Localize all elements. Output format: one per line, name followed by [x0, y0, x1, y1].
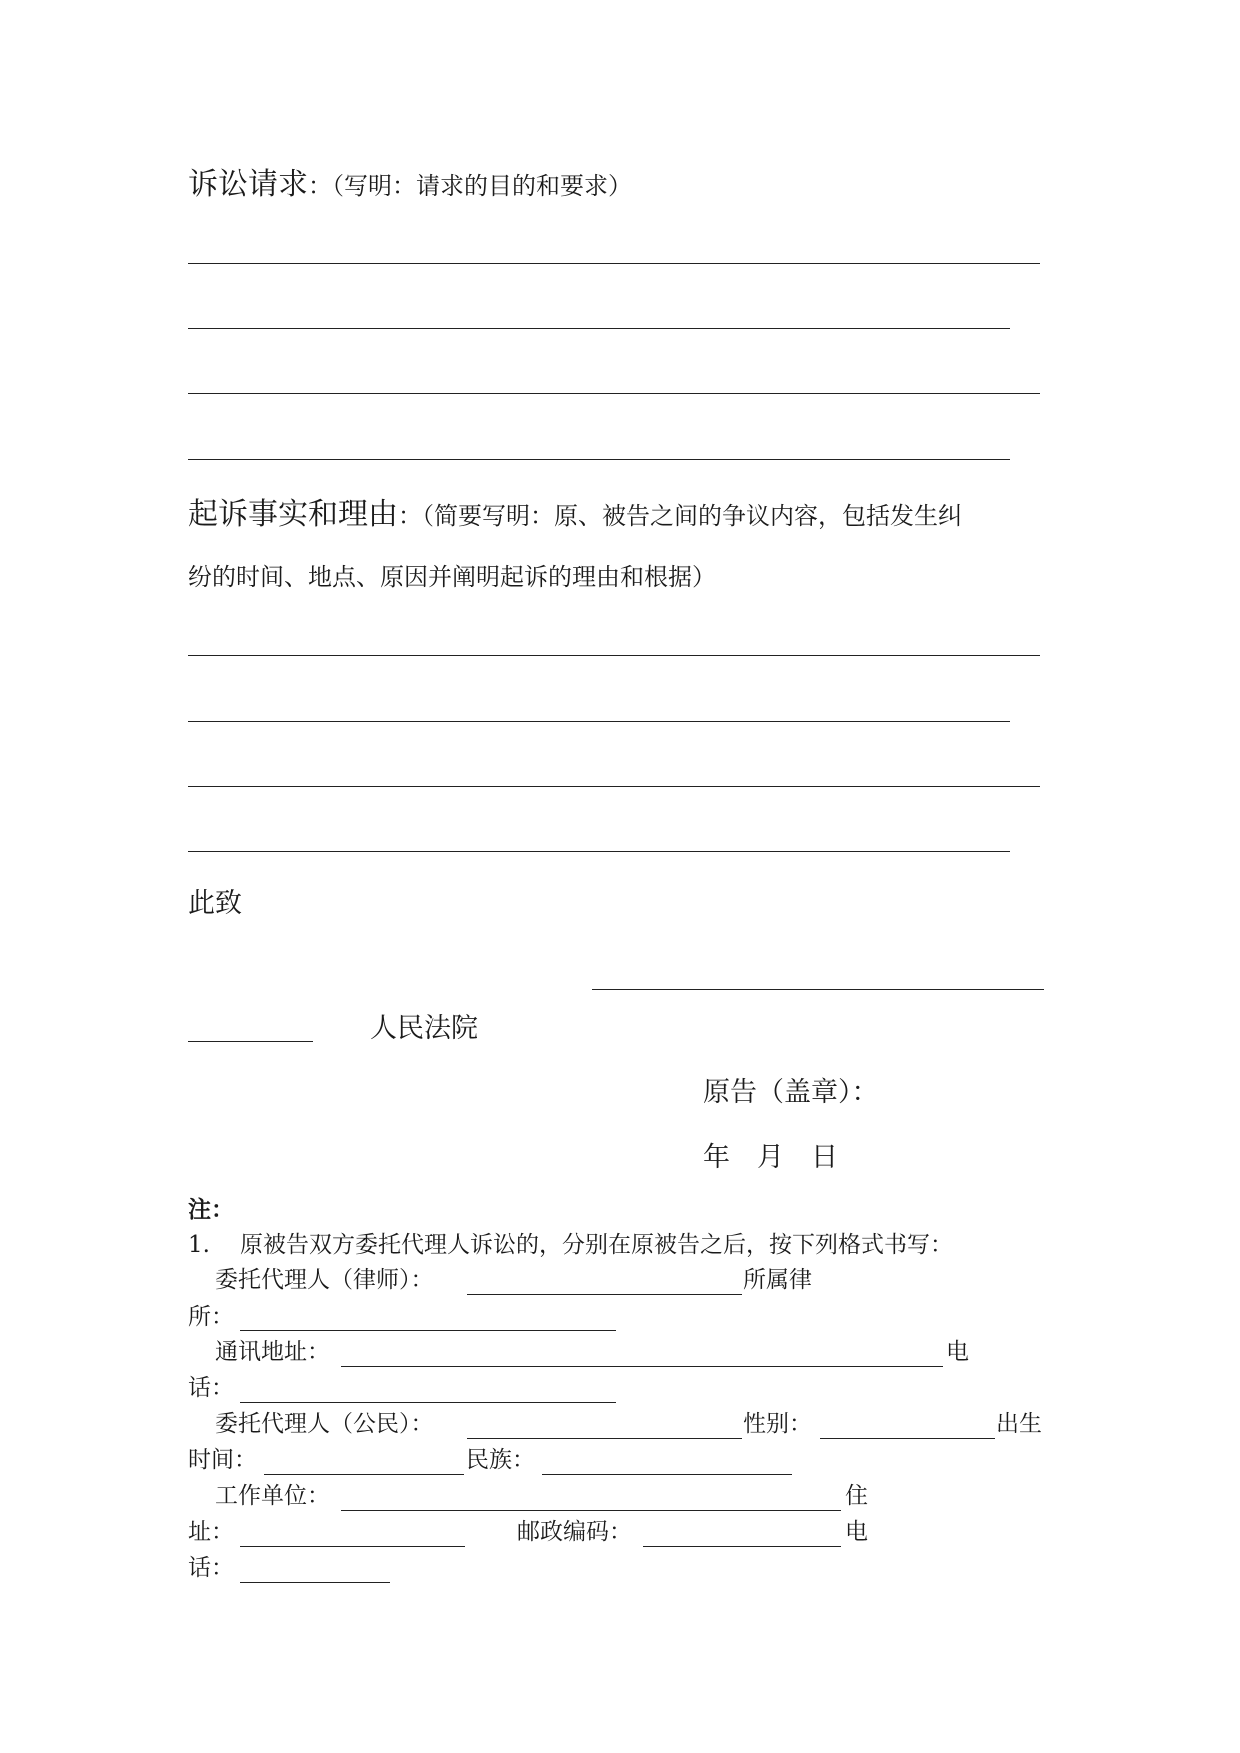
residence-field[interactable] — [240, 1546, 465, 1547]
gender-label: 性别： — [743, 1411, 812, 1437]
claims-hint: ：（写明：请求的目的和要求） — [308, 172, 632, 200]
work-unit-label: 工作单位： — [215, 1483, 330, 1509]
phone-label-a: 电 — [946, 1339, 969, 1365]
facts-line-4[interactable] — [188, 851, 1010, 852]
facts-line-1[interactable] — [188, 655, 1040, 656]
claims-title: 诉讼请求 — [188, 167, 308, 202]
firm-label-b: 所： — [188, 1304, 234, 1330]
residence-label-a: 住 — [845, 1483, 868, 1509]
note-1-text: 原被告双方委托代理人诉讼的，分别在原被告之后，按下列格式书写： — [240, 1232, 953, 1258]
birth-label-a: 出生 — [996, 1411, 1042, 1437]
phone-label-b: 话： — [188, 1375, 234, 1401]
claims-section — [188, 167, 632, 202]
note-1-number: 1. — [188, 1232, 210, 1258]
citizen-agent-label: 委托代理人（公民）： — [215, 1411, 434, 1437]
signature-line[interactable] — [592, 989, 1044, 990]
facts-line-3[interactable] — [188, 786, 1040, 787]
lawyer-label: 委托代理人（律师）： — [215, 1267, 434, 1293]
residence-label-b: 址： — [188, 1519, 234, 1545]
ethnic-field[interactable] — [542, 1474, 792, 1475]
claims-line-4[interactable] — [188, 459, 1010, 460]
firm-label-a: 所属律 — [743, 1267, 812, 1293]
phone2-field[interactable] — [240, 1582, 390, 1583]
lawyer-field[interactable] — [467, 1294, 742, 1295]
facts-section — [188, 497, 962, 532]
court-name-line[interactable] — [188, 1041, 313, 1042]
date-label: 年 月 日 — [703, 1142, 838, 1173]
claims-line-1[interactable] — [188, 263, 1040, 264]
address-label: 通讯地址： — [215, 1339, 330, 1365]
notes-title: 注： — [188, 1196, 234, 1223]
facts-hint-line-1: ：（简要写明：原、被告之间的争议内容，包括发生纠 — [398, 502, 962, 530]
court-label: 人民法院 — [370, 1013, 478, 1044]
citizen-agent-field[interactable] — [467, 1438, 742, 1439]
phone-field[interactable] — [240, 1402, 616, 1403]
facts-title: 起诉事实和理由 — [188, 497, 398, 532]
phone2-label-b: 话： — [188, 1555, 234, 1581]
postal-code-label: 邮政编码： — [517, 1519, 632, 1545]
salutation: 此致 — [188, 888, 242, 919]
birth-field[interactable] — [264, 1474, 464, 1475]
claims-line-3[interactable] — [188, 393, 1040, 394]
facts-hint-line-2: 纷的时间、地点、原因并阐明起诉的理由和根据） — [188, 563, 716, 591]
ethnic-label: 民族： — [466, 1447, 535, 1473]
firm-field[interactable] — [240, 1330, 616, 1331]
birth-label-b: 时间： — [188, 1447, 257, 1473]
postal-code-field[interactable] — [643, 1546, 841, 1547]
gender-field[interactable] — [820, 1438, 995, 1439]
phone2-label-a: 电 — [845, 1519, 868, 1545]
address-field[interactable] — [341, 1366, 943, 1367]
plaintiff-seal-label: 原告（盖章）： — [703, 1077, 879, 1108]
work-unit-field[interactable] — [341, 1510, 841, 1511]
facts-line-2[interactable] — [188, 721, 1010, 722]
claims-line-2[interactable] — [188, 328, 1010, 329]
